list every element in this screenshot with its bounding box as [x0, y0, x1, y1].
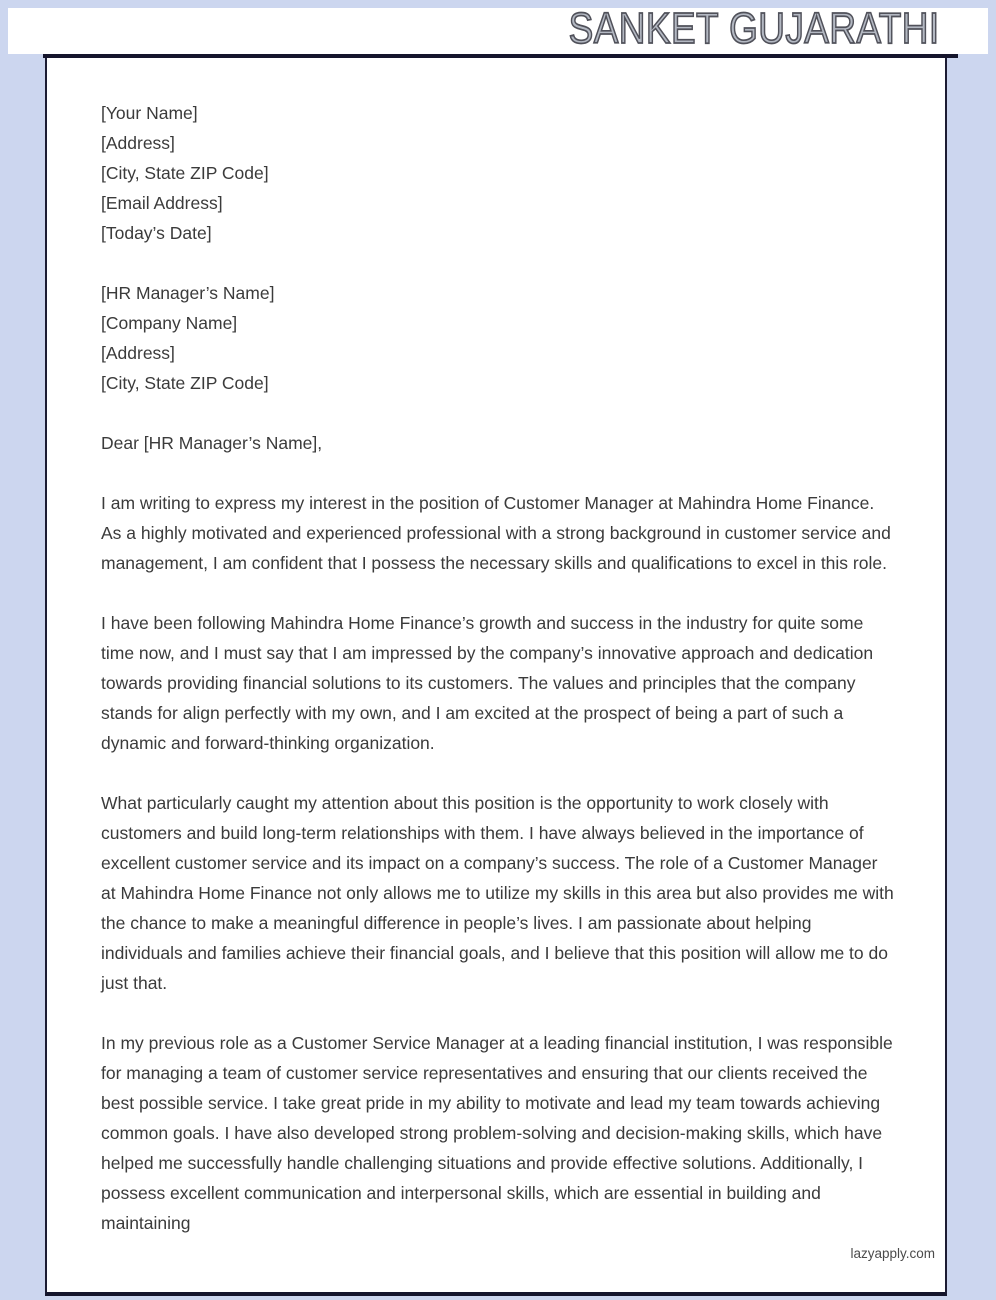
- address-line: [Your Name]: [101, 103, 198, 123]
- letter-paragraph: What particularly caught my attention about this position is the opportunity to work closely with customers and build long-term relationships with them. I have always believed in the importance of excellent customer service and its impact on a company’s success. The role of a Customer Manager at Mahindra Home Finance not only allows me to utilize my skills in this area but also provides me with the chance to make a meaningful difference in people’s lives. I am passionate about helping individuals and families achieve their financial goals, and I believe that this position will allow me to do just that.: [101, 793, 894, 993]
- letter-paragraphs: [101, 488, 895, 1238]
- recipient-address-block: [101, 278, 895, 398]
- letter-paragraph: I have been following Mahindra Home Finance’s growth and success in the industry for quite some time now, and I must say that I am impressed by the company’s innovative approach and dedication towards providing financial solutions to its customers. The values and principles that the company stands for align perfectly with my own, and I am excited at the prospect of being a part of such a dynamic and forward-thinking organization.: [101, 613, 874, 753]
- address-line: [Today’s Date]: [101, 223, 212, 243]
- header-name: SANKET GUJARATHI: [569, 4, 940, 53]
- watermark-text: lazyapply.com: [850, 1246, 935, 1261]
- address-line: [HR Manager’s Name]: [101, 283, 275, 303]
- sender-address-block: [101, 98, 895, 248]
- salutation: Dear [HR Manager’s Name],: [101, 433, 323, 453]
- address-line: [Address]: [101, 343, 175, 363]
- address-line: [Email Address]: [101, 193, 223, 213]
- letter-paragraph: In my previous role as a Customer Service Manager at a leading financial institution, I was responsible for managing a team of customer service representatives and ensuring that our clients received the best possible service. I take great pride in my ability to motivate and lead my team towards achieving common goals. I have also developed strong problem-solving and decision-making skills, which have helped me successfully handle challenging situations and provide effective solutions. Additionally, I possess excellent communication and interpersonal skills, which are essential in building and maintaining: [101, 1033, 893, 1233]
- address-line: [Address]: [101, 133, 175, 153]
- letter-body: [101, 98, 895, 1238]
- letter-page: [45, 58, 947, 1296]
- address-line: [Company Name]: [101, 313, 238, 333]
- address-line: [City, State ZIP Code]: [101, 373, 269, 393]
- letter-paragraph: I am writing to express my interest in the position of Customer Manager at Mahindra Home Finance. As a highly motivated and experienced professional with a strong background in customer service and management, I am confident that I possess the necessary skills and qualifications to excel in this role.: [101, 493, 891, 573]
- address-line: [City, State ZIP Code]: [101, 163, 269, 183]
